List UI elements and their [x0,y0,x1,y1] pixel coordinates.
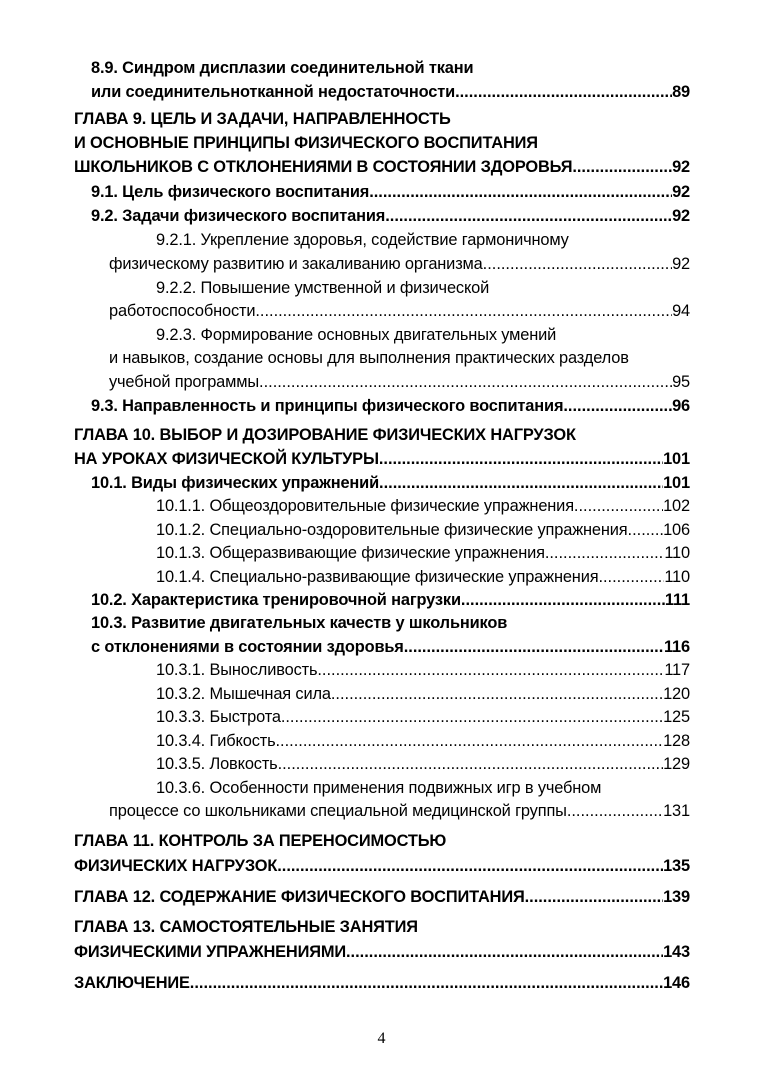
toc-page-number: 125 [663,708,690,726]
dot-leader [461,589,665,611]
toc-entry-title: ЗАКЛЮЧЕНИЕ [74,974,190,992]
toc-entry-title: 10.3.4. Гибкость [156,732,276,750]
toc-page-number: 89 [672,83,690,101]
toc-entry-10-3-1[interactable] [156,659,690,681]
dot-leader [567,800,663,822]
toc-entry-10-3-line1: 10.3. Развитие двигательных качеств у школьников [91,614,508,632]
dot-leader [545,542,664,564]
toc-page-number: 95 [672,373,690,391]
toc-page-number: 139 [663,888,690,906]
toc-entry-10-3-3[interactable] [156,706,690,728]
toc-entry-10-3-4[interactable] [156,730,690,752]
toc-page-number: 111 [664,591,690,609]
dot-leader [255,300,672,322]
toc-entry-title: 10.3.2. Мышечная сила [156,685,331,703]
toc-chapter-12[interactable] [74,886,690,908]
toc-entry-title: 10.3.1. Выносливость [156,661,318,679]
dot-leader [346,941,663,963]
toc-entry-10-1[interactable] [91,472,690,494]
toc-page-number: 146 [663,974,690,992]
toc-entry-title: 10.2. Характеристика тренировочной нагрузки [91,591,461,609]
toc-entry-9-1[interactable] [91,181,690,203]
dot-leader [281,706,663,728]
toc-chapter-10[interactable] [74,448,690,470]
toc-page-number: 143 [663,943,690,961]
dot-leader [574,495,663,517]
toc-entry-title: НА УРОКАХ ФИЗИЧЕСКОЙ КУЛЬТУРЫ [74,450,379,468]
dot-leader [276,730,664,752]
dot-leader [385,205,672,227]
toc-entry-title: работоспособности [109,302,256,320]
chapter-9-line2: И ОСНОВНЫЕ ПРИНЦИПЫ ФИЗИЧЕСКОГО ВОСПИТАНИЯ [74,134,538,152]
toc-chapter-11[interactable] [74,855,690,877]
toc-entry-title: ШКОЛЬНИКОВ С ОТКЛОНЕНИЯМИ В СОСТОЯНИИ ЗДОРОВЬЯ [74,158,573,176]
toc-entry-9-2-3-line2: и навыков, создание основы для выполнения практических разделов [109,349,629,367]
toc-entry-title: 10.1.2. Специально-оздоровительные физические упражнения [156,521,628,539]
toc-entry-9-2-1-line1: 9.2.1. Укрепление здоровья, содействие гармоничному [156,231,569,249]
toc-page-number: 131 [663,802,690,820]
toc-entry-10-3-5[interactable] [156,753,690,775]
toc-entry-title: или соединительнотканной недостаточности [91,83,456,101]
chapter-13-line1: ГЛАВА 13. САМОСТОЯТЕЛЬНЫЕ ЗАНЯТИЯ [74,918,418,936]
dot-leader [525,886,664,908]
toc-entry-title: 9.2. Задачи физического воспитания [91,207,386,225]
dot-leader [259,371,672,393]
dot-leader [483,253,672,275]
dot-leader [369,181,672,203]
toc-page-number: 102 [663,497,690,515]
toc-entry-title: 10.3.5. Ловкость [156,755,278,773]
dot-leader [455,81,672,103]
toc-entry-9-2-2[interactable] [109,300,690,322]
dot-leader [572,156,672,178]
toc-page-number: 129 [663,755,690,773]
toc-entry-9-2-2-line1: 9.2.2. Повышение умственной и физической [156,279,490,297]
dot-leader [317,659,664,681]
toc-entry-10-2[interactable] [91,589,690,611]
chapter-9-line1: ГЛАВА 9. ЦЕЛЬ И ЗАДАЧИ, НАПРАВЛЕННОСТЬ [74,110,451,128]
toc-entry-9-2-3[interactable] [109,371,690,393]
dot-leader [628,519,664,541]
toc-entry-title: 10.1.4. Специально-развивающие физические упражнения [156,568,599,586]
toc-page-number: 92 [672,207,690,225]
toc-entry-title: с отклонениями в состоянии здоровья [91,638,404,656]
toc-entry-title: 9.1. Цель физического воспитания [91,183,370,201]
dot-leader [563,395,672,417]
toc-page-number: 116 [664,638,690,656]
toc-entry-9-2[interactable] [91,205,690,227]
toc-entry-title: ФИЗИЧЕСКИМИ УПРАЖНЕНИЯМИ [74,943,346,961]
toc-page-number: 92 [672,255,690,273]
toc-entry-9-2-1[interactable] [109,253,690,275]
toc-entry-title: 10.1.1. Общеоздоровительные физические упражнения [156,497,574,515]
toc-page-number: 94 [672,302,690,320]
toc-page-number: 117 [664,661,690,679]
toc-entry-10-1-3[interactable] [156,542,690,564]
dot-leader [379,472,663,494]
toc-page-number: 128 [663,732,690,750]
toc-entry-title: 10.1. Виды физических упражнений [91,474,380,492]
toc-chapter-9[interactable] [74,156,690,178]
toc-entry-title: ФИЗИЧЕСКИХ НАГРУЗОК [74,857,278,875]
toc-page-number: 96 [672,397,690,415]
toc-page-number: 110 [664,568,690,586]
page-number: 4 [377,1030,386,1047]
toc-entry-9-3[interactable] [91,395,690,417]
toc-entry-8-9-line1: 8.9. Синдром дисплазии соединительной ткани [91,59,474,77]
dot-leader [190,972,663,994]
toc-entry-10-3[interactable] [91,636,690,658]
dot-leader [598,566,664,588]
toc-entry-9-2-3-line1: 9.2.3. Формирование основных двигательных умений [156,326,557,344]
toc-entry-10-3-6-line1: 10.3.6. Особенности применения подвижных игр в учебном [156,779,602,797]
toc-chapter-13[interactable] [74,941,690,963]
dot-leader [331,683,663,705]
toc-entry-title: ГЛАВА 12. СОДЕРЖАНИЕ ФИЗИЧЕСКОГО ВОСПИТАНИЯ [74,888,525,906]
toc-page-number: 106 [663,521,690,539]
dot-leader [277,855,663,877]
toc-page-number: 110 [664,544,690,562]
dot-leader [404,636,664,658]
toc-entry-title: процессе со школьниками специальной медицинской группы [109,802,567,820]
toc-entry-title: 10.3.3. Быстрота [156,708,281,726]
dot-leader [278,753,664,775]
toc-page-number: 92 [672,158,690,176]
toc-entry-10-3-6[interactable] [109,800,690,822]
toc-entry-10-1-2[interactable] [156,519,690,541]
toc-page-number: 135 [663,857,690,875]
toc-entry-10-1-1[interactable] [156,495,690,517]
toc-conclusion[interactable] [74,972,690,994]
dot-leader [379,448,663,470]
toc-entry-10-3-2[interactable] [156,683,690,705]
toc-entry-title: 10.1.3. Общеразвивающие физические упражнения [156,544,545,562]
toc-page-number: 92 [672,183,690,201]
toc-entry-8-9[interactable] [91,81,690,103]
chapter-10-line1: ГЛАВА 10. ВЫБОР И ДОЗИРОВАНИЕ ФИЗИЧЕСКИХ НАГРУЗОК [74,426,576,444]
toc-entry-title: учебной программы [109,373,260,391]
toc-entry-10-1-4[interactable] [156,566,690,588]
toc-page-number: 101 [663,450,690,468]
toc-entry-title: 9.3. Направленность и принципы физического воспитания [91,397,564,415]
toc-page-number: 120 [663,685,690,703]
chapter-11-line1: ГЛАВА 11. КОНТРОЛЬ ЗА ПЕРЕНОСИМОСТЬЮ [74,832,447,850]
toc-entry-title: физическому развитию и закаливанию организма [109,255,483,273]
toc-page-number: 101 [663,474,690,492]
